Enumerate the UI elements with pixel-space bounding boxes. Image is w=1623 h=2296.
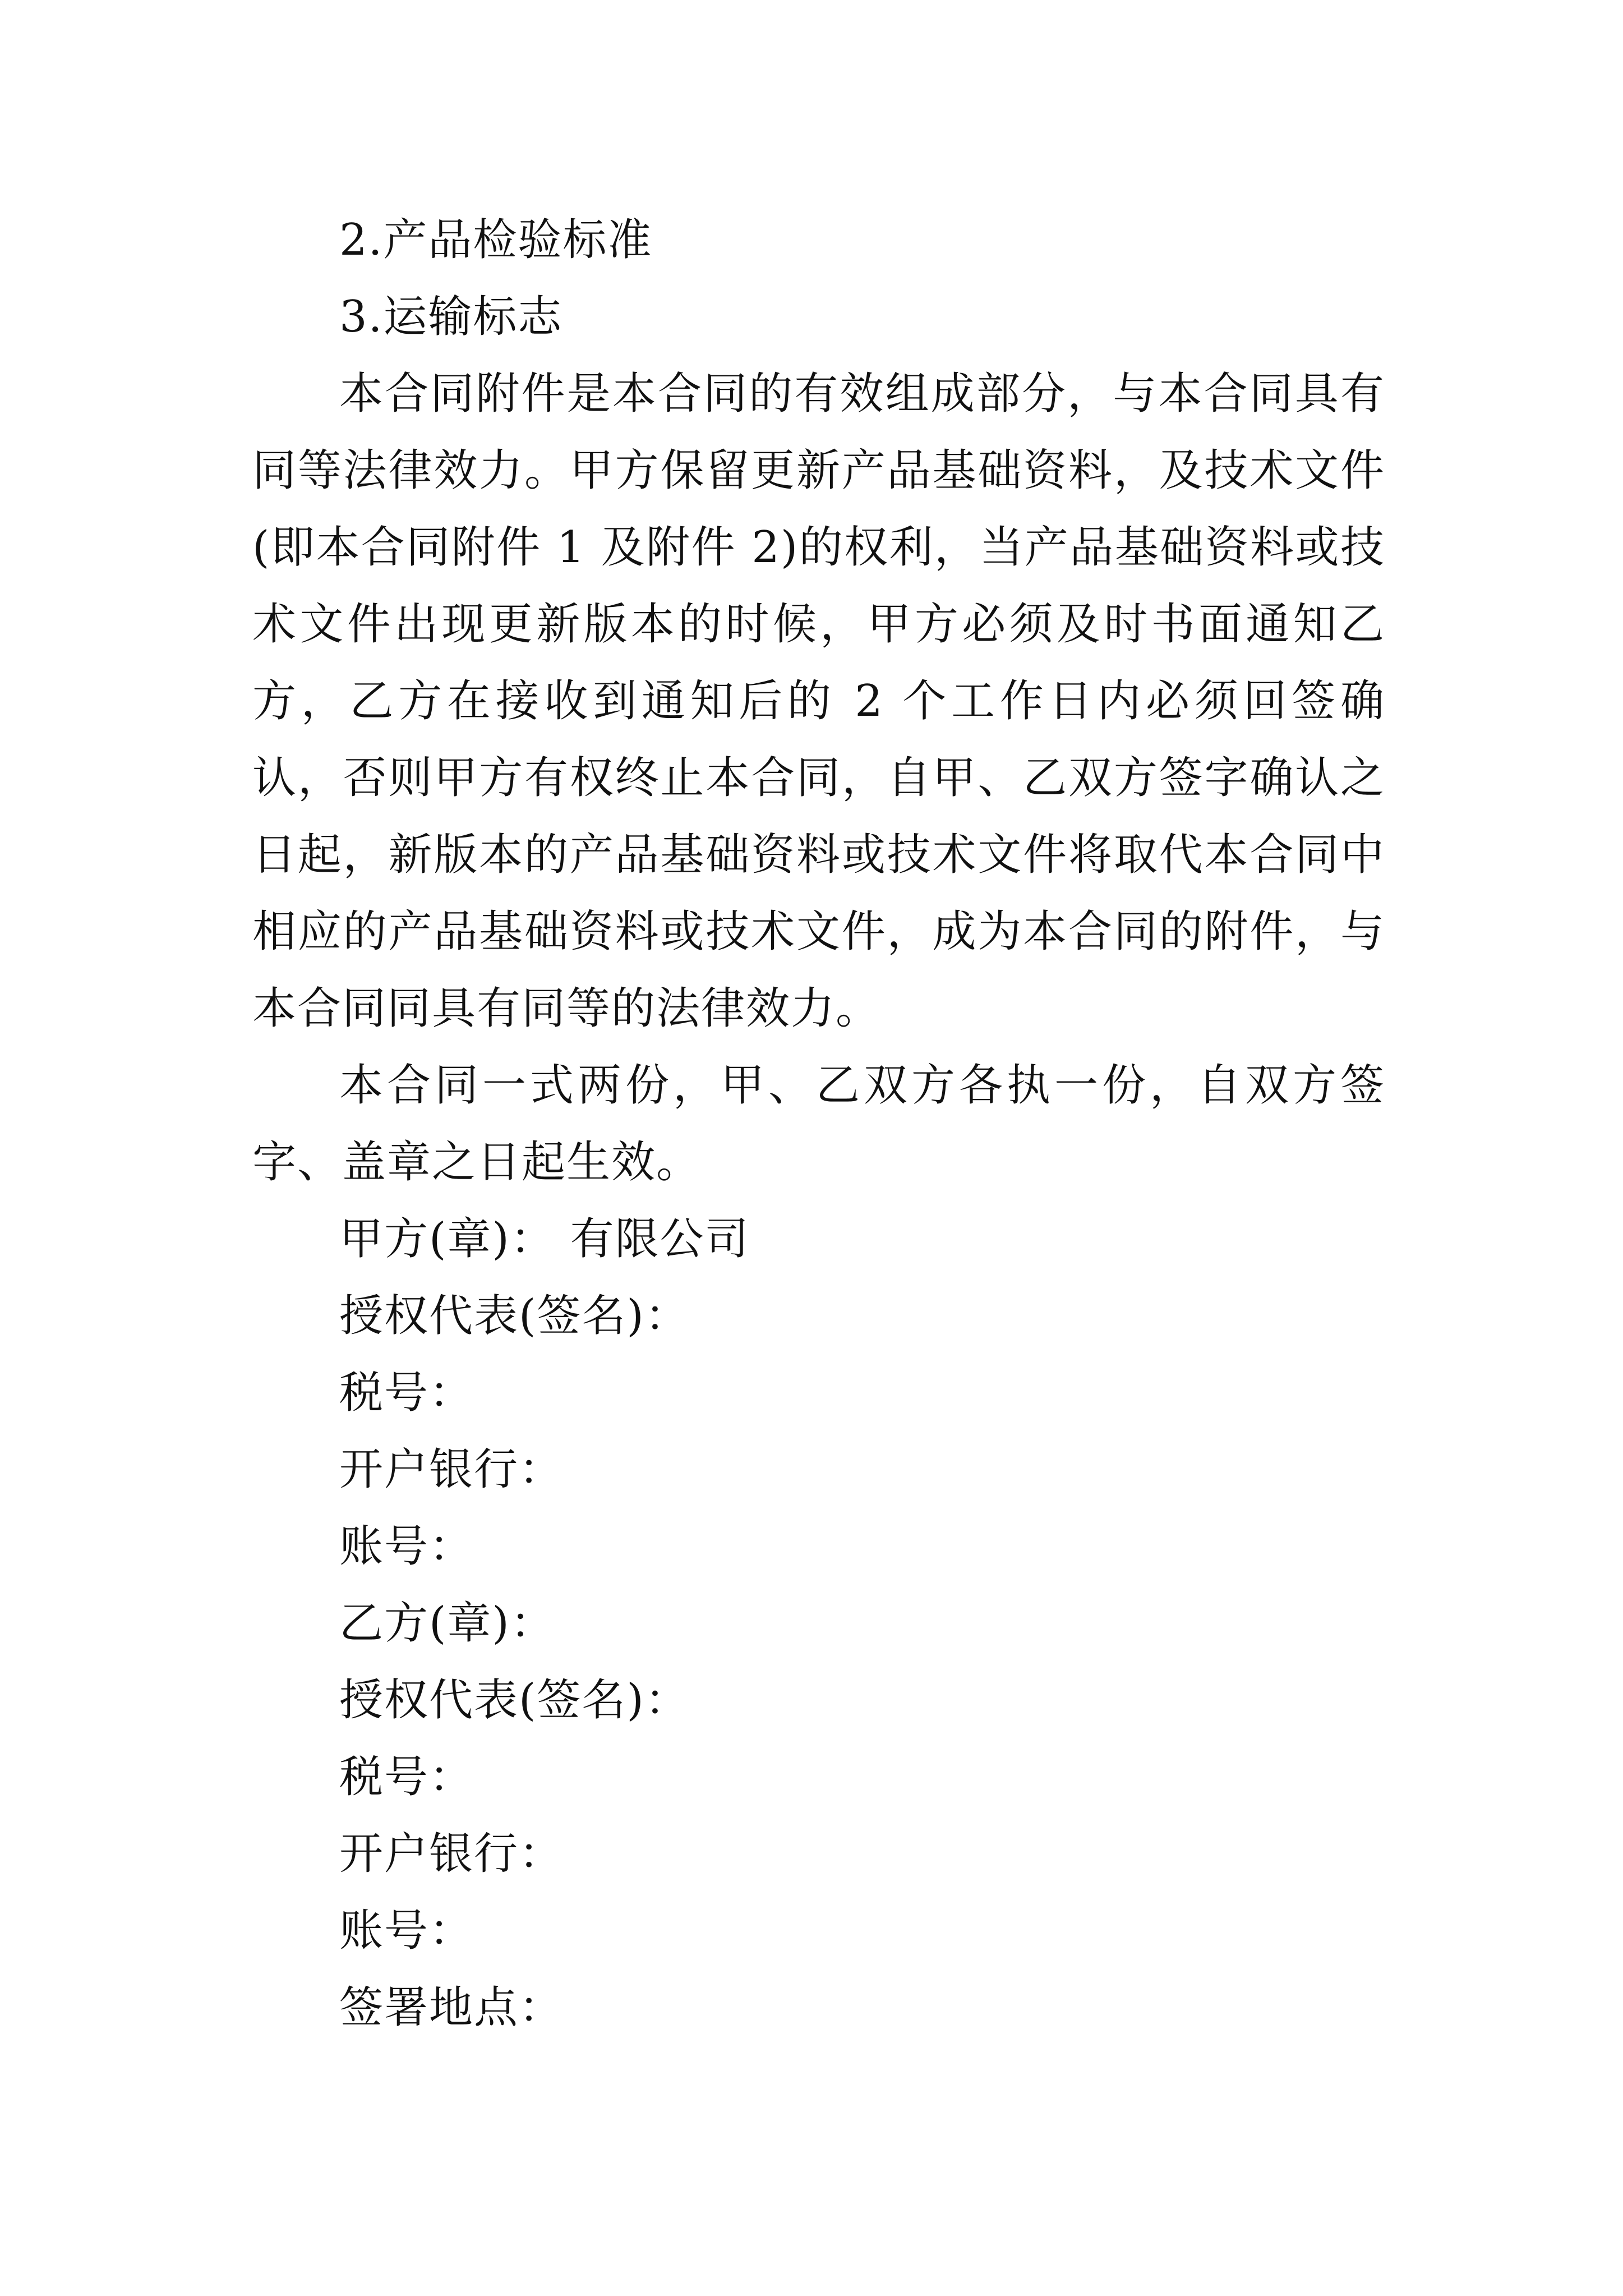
party-b-representative: 授权代表(签名)：: [339, 1675, 690, 1726]
party-a-seal: 甲方(章)： 有限公司: [339, 1214, 750, 1264]
paragraph-copies: 本合同一式两份，甲、乙双方各执一份，自双方签字、盖章之日起生效。: [252, 1060, 1385, 1188]
party-a-account: 账号：: [339, 1521, 474, 1572]
party-a-representative: 授权代表(签名)：: [339, 1291, 690, 1341]
party-a-tax-number: 税号：: [339, 1368, 474, 1418]
paragraph-annex-validity: 本合同附件是本合同的有效组成部分，与本合同具有同等法律效力。甲方保留更新产品基础资料，及技术文件(即本合同附件 1 及附件 2)的权利，当产品基础资料或技术文件出现更新版本的时候，甲方必须及时书面通知乙方，乙方在接收到通知后的 2 个工作日内必须回签确认，否则甲方有权终止本合同，自甲、乙双方签字确认之日起，新版本的产品基础资料或技术文件将取代本合同中相应的产品基础资料或技术文件，成为本合同的附件，与本合同同具有同等的法律效力。: [252, 369, 1385, 1034]
list-item-shipping-mark: 3.运输标志: [339, 292, 563, 342]
list-item-inspection-standard: 2.产品检验标准: [339, 215, 653, 265]
document-body: [252, 202, 1385, 2046]
party-a-bank: 开户银行：: [339, 1444, 564, 1495]
party-b-bank: 开户银行：: [339, 1829, 564, 1879]
party-b-tax-number: 税号：: [339, 1752, 474, 1802]
party-b-account: 账号：: [339, 1906, 474, 1956]
signing-place: 签署地点：: [339, 1982, 564, 2033]
party-b-seal: 乙方(章)：: [339, 1598, 555, 1649]
